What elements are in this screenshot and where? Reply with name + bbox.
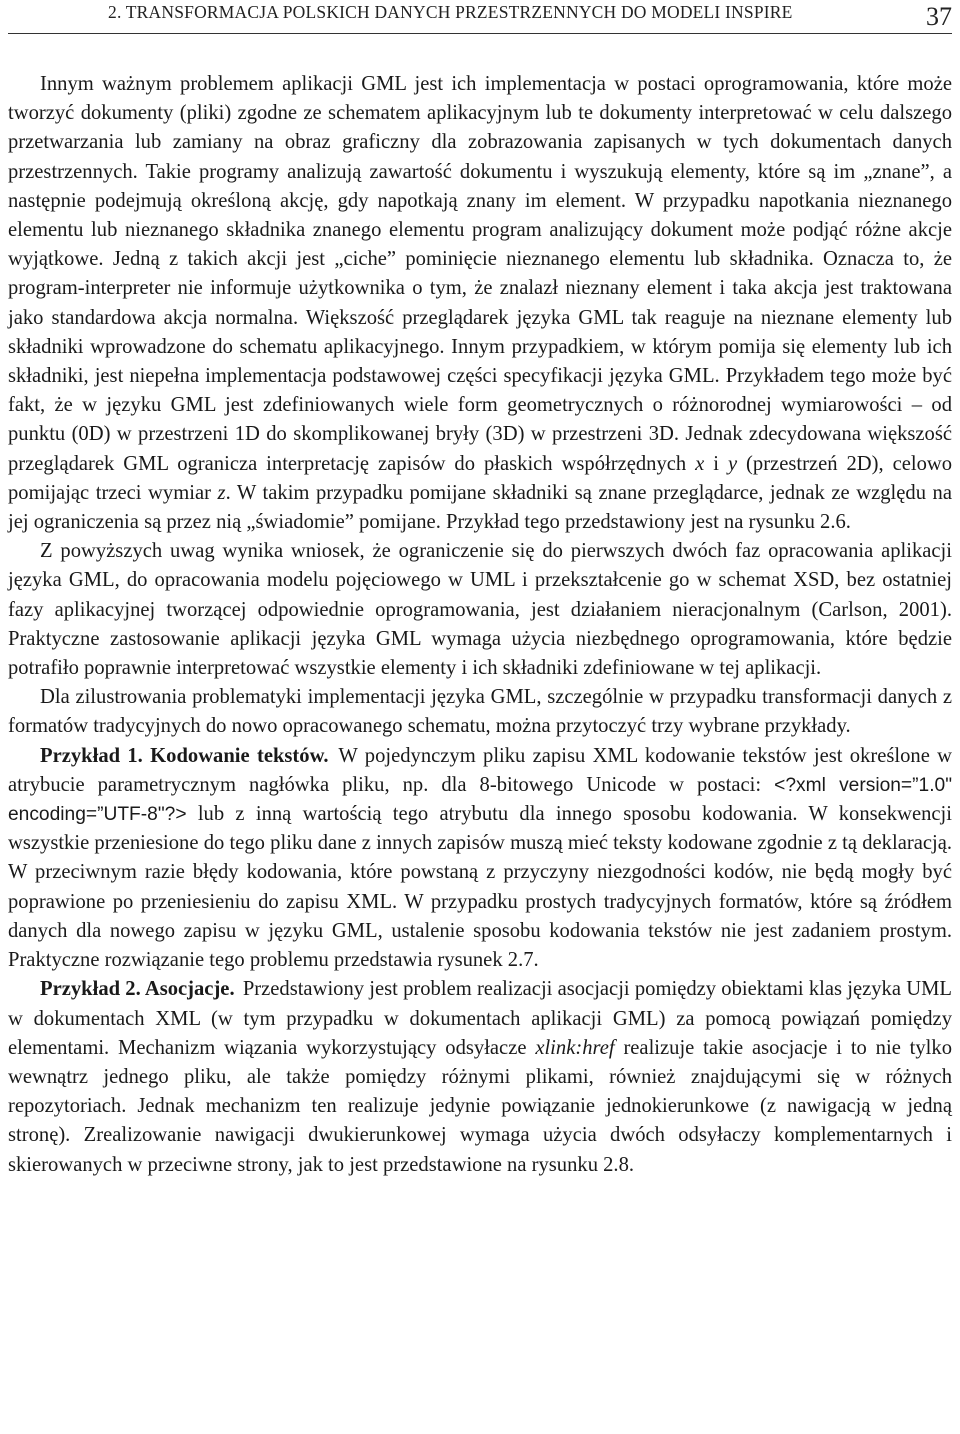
page-number: 37 bbox=[926, 2, 952, 31]
paragraph-text: (przestrzeń 2D), celowo pomijając trzeci wymiar bbox=[8, 452, 953, 504]
variable-y: y bbox=[727, 452, 738, 475]
example-heading: Przykład 2. Asocjacje. bbox=[40, 978, 235, 1001]
paragraph-text: i bbox=[713, 452, 719, 475]
paragraph-text: Z powyższych uwag wynika wniosek, że ograniczenie się do pierwszych dwóch faz opracowania aplikacji języka GML, do opracowania modelu pojęciowego w UML i przekształcenie go w schemat XSD, bez ostatniej fazy aplikacyjnej tworzącej odpowiednie oprogramowania, jest działaniem nieracjonalnym (Carlson, 2001). Praktyczne zastosowanie aplikacji języka GML wymaga użycia niezbędnego oprogramowania, które będzie potrafiło poprawnie interpretować wszystkie elementy i ich składniki zdefiniowane w tej aplikacji. bbox=[8, 540, 952, 680]
paragraph-example-1 bbox=[8, 742, 952, 976]
header-rule bbox=[8, 33, 952, 34]
paragraph-text: Innym ważnym problemem aplikacji GML jest ich implementacja w postaci oprogramowania, które może tworzyć dokumenty (pliki) zgodne ze schematem aplikacyjnym lub te dokumenty interpretować w celu dalszego przetwarzania lub zamiany na obraz graficzny dla zobrazowania zapisanych w tych dokumentach danych przestrzennych. Takie programy analizują zawartość dokumentu i wyszukują elementy, które są im „znane”, a następnie podejmują określoną akcję, gdy napotkają znany im element. W przypadku napotkania nieznanego elementu lub nieznanego składnika znanego elementu program analizujący dokument może podjąć różne akcje wyjątkowe. Jedną z takich akcji jest „ciche” pominięcie nieznanego elementu lub składnika. Oznacza to, że program-interpreter nie informuje użytkownika o tym, że znalazł nieznany element i taka akcja jest traktowana jako standardowa akcja normalna. Większość przeglądarek języka GML tak reaguje na nieznane elementy lub składniki wprowadzone do schematu aplikacyjnego. Innym przypadkiem, w którym pomija się elementy lub ich składniki, jest niepełna implementacja podstawowej części specyfikacji języka GML. Przykładem tego może być fakt, że w języku GML jest zdefiniowanych wiele form geometrycznych o różnorodnej wymiarowości – od punktu (0D) w przestrzeni 1D do skomplikowanej bryły (3D) w przestrzeni 3D. Jednak zdecydowana większość przeglądarek GML ogranicza interpretację zapisów do płaskich współrzędnych bbox=[8, 73, 952, 475]
paragraph-text: . W takim przypadku pomijane składniki są znane przeglądarce, jednak ze względu na jej ograniczenia są przez nią „świadomie” pomijane. Przykład tego przedstawiony jest na rysunku 2.6. bbox=[8, 481, 952, 534]
example-heading: Przykład 1. Kodowanie tekstów. bbox=[40, 744, 329, 767]
paragraph-text: W pojedynczym pliku zapisu XML kodowanie tekstów jest określone w atrybucie parametrycznym nagłówka pliku, np. dla 8-bitowego Unicode w postaci: bbox=[8, 744, 953, 796]
paragraph-conclusion bbox=[8, 537, 952, 683]
paragraph-text: Dla zilustrowania problematyki implementacji języka GML, szczególnie w przypadku transformacji danych z formatów tradycyjnych do nowo opracowanego schematu, można przytoczyć trzy wybrane przykłady. bbox=[8, 686, 952, 738]
paragraph-examples-intro bbox=[8, 683, 952, 741]
paragraph-gml-implementation bbox=[8, 70, 952, 537]
variable-z: z bbox=[217, 481, 226, 504]
xml-declaration-code: <?xml version=”1.0" encoding=”UTF-8"?> bbox=[8, 774, 953, 826]
paragraph-text: Przedstawiony jest problem realizacji asocjacji pomiędzy obiektami klas języka UML w dokumentach XML (w tym przypadku w dokumentach aplikacji GML) za pomocą powiązań pomiędzy elementami. Mechanizm wiązania wykorzystujący odsyłacze bbox=[8, 978, 952, 1059]
page-body bbox=[8, 70, 952, 1180]
variable-x: x bbox=[695, 452, 705, 475]
chapter-title: 2. TRANSFORMACJA POLSKICH DANYCH PRZESTRZENNYCH DO MODELI INSPIRE bbox=[108, 2, 793, 22]
running-header bbox=[0, 0, 960, 40]
paragraph-example-2 bbox=[8, 975, 952, 1179]
xlink-term: xlink:href bbox=[535, 1036, 615, 1059]
paragraph-text: lub z inną wartością tego atrybutu dla innego sposobu kodowania. W konsekwencji wszystkie przeniesione do tego pliku dane z innych zapisów muszą mieć teksty kodowane zgodnie z tą deklaracją. W przeciwnym razie błędy kodowania, które powstaną z przyczyny niezgodności kodów, nie będą mogły być poprawione po przeniesieniu do zapisu XML. W przypadku prostych tradycyjnych formatów, które są źródłem danych dla nowego zapisu w języku GML, ustalenie sposobu kodowania tekstów nie jest zadaniem prostym. Praktyczne rozwiązanie tego problemu przedstawia rysunek 2.7. bbox=[8, 803, 952, 972]
paragraph-text: realizuje takie asocjacje i to nie tylko wewnątrz jednego pliku, ale także pomiędzy różnymi plikami, również znajdującymi się w różnych repozytoriach. Jednak mechanizm ten realizuje jedynie powiązanie jednokierunkowe (z nawigacją w jedną stronę). Zrealizowanie nawigacji dwukierunkowej wymaga użycia dwóch odsyłaczy komplementarnych i skierowanych w przeciwne strony, jak to jest przedstawione na rysunku 2.8. bbox=[8, 1036, 952, 1176]
